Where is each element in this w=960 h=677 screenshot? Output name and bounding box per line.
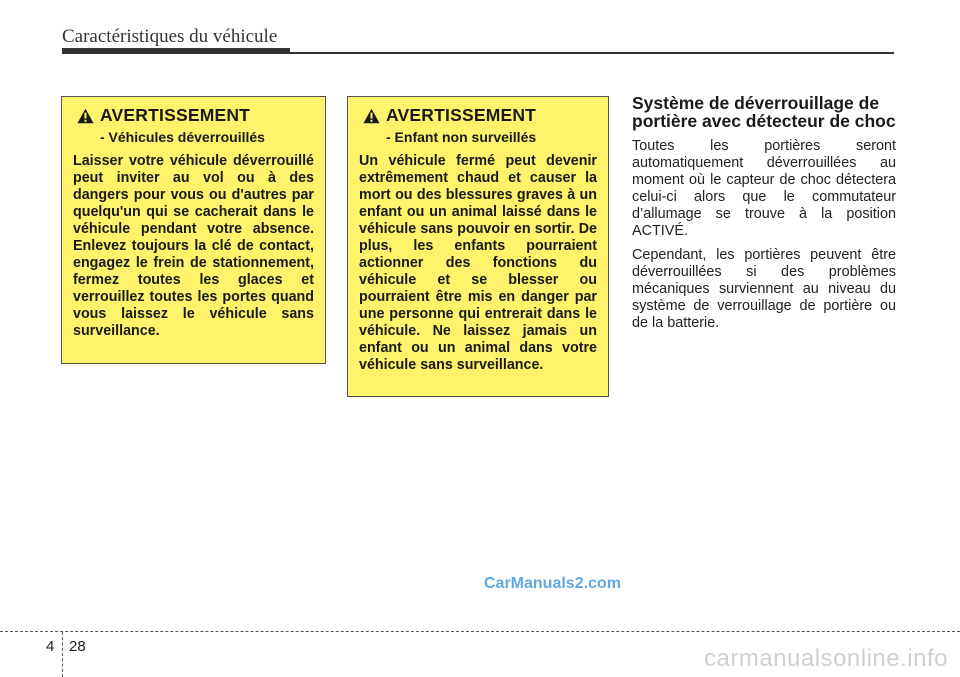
warning-triangle-icon	[363, 108, 380, 124]
section-title: Système de déverrouillage de portière avec détecteur de choc	[632, 93, 896, 131]
warning-subtitle: - Véhicules déverrouillés	[100, 129, 265, 145]
page-number: 28	[69, 638, 86, 655]
header-rule-accent	[62, 48, 290, 54]
warning-body: Un véhicule fermé peut devenir extrêmement chaud et causer la mort ou des blessures graves à un enfant ou un animal laissé dans le véhicule sans pouvoir en sortir. De plus, les enfants pourraient actionner des fonctions du véhicule et se blesser ou pourraient être mis en danger par une personne qui entrerait dans le véhicule. Ne laissez jamais un enfant ou un animal dans votre véhicule sans surveillance.	[359, 153, 597, 373]
warning-subtitle: - Enfant non surveillés	[386, 129, 537, 145]
warning-title: AVERTISSEMENT	[386, 105, 537, 125]
warning-body: Laisser votre véhicule déverrouillé peut inviter au vol ou à des dangers pour vous ou d'autres par quelqu'un qui se cacherait dans le véhicule pendant votre absence. Enlevez toujours la clé de contact, engagez le frein de stationnement, fermez toutes les glaces et verrouillez toutes les portes quand vous laissez le véhicule sans surveillance.	[73, 153, 314, 339]
warning-box-unlocked-vehicles	[61, 96, 326, 364]
section-paragraph: Cependant, les portières peuvent être déverrouillées si des problèmes mécaniques surviennent au niveau du système de verrouillage de portière ou de la batterie.	[632, 247, 896, 331]
chapter-number: 4	[46, 638, 55, 655]
warning-header	[73, 105, 314, 126]
section-paragraph: Toutes les portières seront automatiquement déverrouillées au moment où le capteur de choc détectera celui-ci alors que le commutateur d’allumage se trouve à la position ACTIVÉ.	[632, 138, 896, 239]
warning-triangle-icon	[77, 108, 94, 124]
footer-divider	[62, 632, 63, 677]
warning-title: AVERTISSEMENT	[100, 105, 251, 125]
shock-sensor-unlock-section	[632, 94, 896, 339]
warning-header	[359, 105, 597, 126]
watermark-link[interactable]: CarManuals2.com	[484, 575, 621, 592]
footer-site-watermark[interactable]: carmanualsonline.info	[704, 645, 948, 672]
page-header-title: Caractéristiques du véhicule	[62, 26, 278, 47]
footer-rule	[0, 631, 960, 632]
warning-box-unattended-child	[347, 96, 609, 397]
